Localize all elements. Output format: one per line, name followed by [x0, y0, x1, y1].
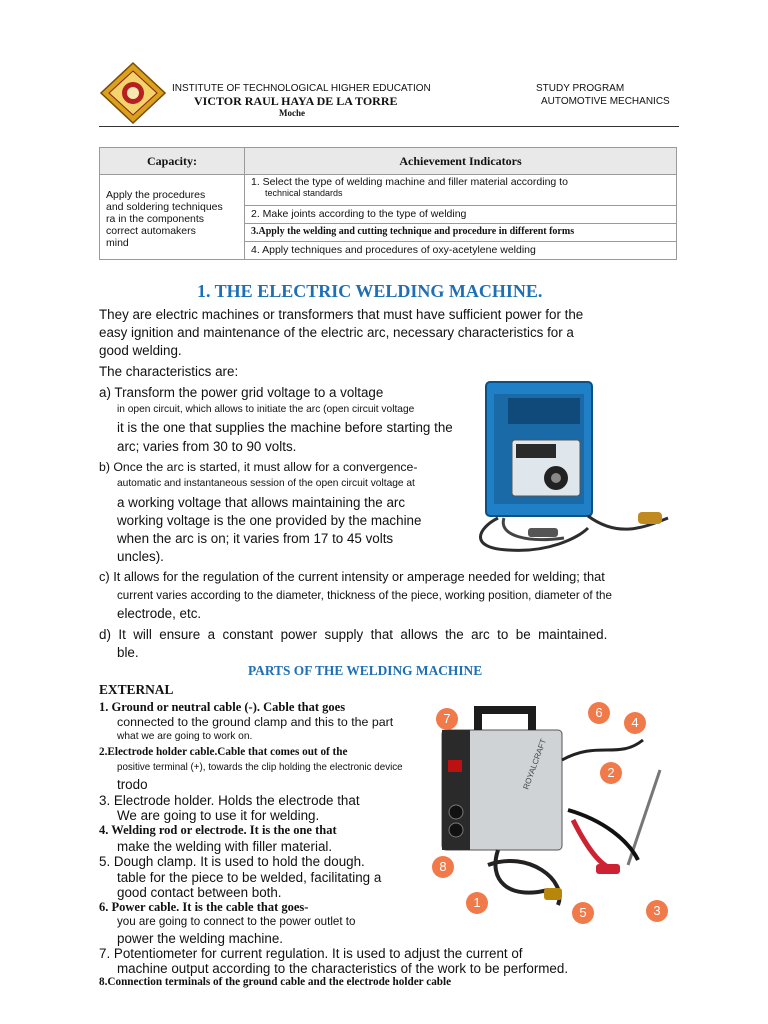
- school-name: VICTOR RAUL HAYA DE LA TORRE: [194, 94, 398, 108]
- part-1-line: 1. Ground or neutral cable (-). Cable that goes: [99, 700, 346, 714]
- intro-line: They are electric machines or transformers that must have sufficient power for the: [99, 307, 584, 322]
- figure-label-2: 2: [600, 762, 622, 784]
- char-c-line: current varies according to the diameter, thickness of the piece, working position, diameter of the: [117, 589, 612, 602]
- capacity-table: [99, 147, 677, 260]
- institute-name-line: INSTITUTE OF TECHNOLOGICAL HIGHER EDUCATION: [172, 83, 431, 94]
- char-b-line: working voltage is the one provided by the machine: [117, 513, 422, 528]
- part-1-line: what we are going to work on.: [117, 731, 253, 742]
- char-d-line: ble.: [117, 645, 139, 660]
- col-indicators-header: Achievement Indicators: [245, 148, 677, 175]
- part-7-line: machine output according to the characteristics of the work to be performed.: [117, 961, 569, 976]
- part-4-line: make the welding with filler material.: [117, 839, 333, 854]
- part-6-line: you are going to connect to the power outlet to: [117, 915, 356, 928]
- part-2-line: 2.Electrode holder cable.Cable that comes out of the: [99, 746, 348, 758]
- capacity-cell: [100, 175, 245, 260]
- characteristics-intro: The characteristics are:: [99, 364, 239, 379]
- brand-label: ROYALCRAFT: [521, 737, 549, 791]
- part-5-line: good contact between both.: [117, 885, 282, 900]
- char-b-line: automatic and instantaneous session of the open circuit voltage at: [117, 478, 415, 489]
- indicator-2: 2. Make joints according to the type of welding: [245, 206, 677, 224]
- char-c-line: electrode, etc.: [117, 606, 202, 621]
- indicator-3: 3.Apply the welding and cutting technique and procedure in different forms: [245, 224, 677, 242]
- char-b-line: when the arc is on; it varies from 17 to 45 volts: [117, 531, 394, 546]
- institute-logo: [100, 62, 166, 124]
- char-a-line: in open circuit, which allows to initiate the arc (open circuit voltage: [117, 404, 415, 415]
- figure-label-7: 7: [436, 708, 458, 730]
- col-capacity-header: Capacity:: [100, 148, 245, 175]
- header-divider: [99, 126, 679, 127]
- parts-title: PARTS OF THE WELDING MACHINE: [248, 663, 483, 678]
- part-7-line: 7. Potentiometer for current regulation. It is used to adjust the current of: [99, 946, 523, 961]
- capacity-line: mind: [106, 237, 129, 249]
- program-label: STUDY PROGRAM: [536, 83, 625, 94]
- part-6-line: power the welding machine.: [117, 931, 283, 946]
- capacity-line: correct automakers: [106, 225, 196, 237]
- part-3-line: We are going to use it for welding.: [117, 808, 320, 823]
- intro-line: easy ignition and maintenance of the electric arc, necessary characteristics for a: [99, 325, 574, 340]
- part-8-line: 8.Connection terminals of the ground cable and the electrode holder cable: [99, 976, 452, 988]
- part-1-line: connected to the ground clamp and this to the part: [117, 715, 394, 729]
- part-5-line: 5. Dough clamp. It is used to hold the dough.: [99, 854, 365, 869]
- part-6-line: 6. Power cable. It is the cable that goes-: [99, 900, 309, 914]
- program-name: AUTOMOTIVE MECHANICS: [541, 96, 670, 107]
- indicator-1: [245, 175, 677, 206]
- indicator-1-subtext: technical standards: [265, 188, 343, 198]
- figure-label-5: 5: [572, 902, 594, 924]
- char-a-line: it is the one that supplies the machine before starting the: [117, 420, 453, 435]
- part-2-line: positive terminal (+), towards the clip holding the electronic device: [117, 762, 403, 773]
- capacity-line: Apply the procedures: [106, 189, 206, 201]
- char-d-line: d) It will ensure a constant power supply that allows the arc to be maintained.: [99, 627, 608, 642]
- figure-label-4: 4: [624, 712, 646, 734]
- indicator-1-text: 1. Select the type of welding machine and filler material according to: [251, 176, 568, 188]
- char-b-line: b) Once the arc is started, it must allow for a convergence-: [99, 460, 418, 474]
- indicator-4: 4. Apply techniques and procedures of oxy-acetylene welding: [245, 242, 677, 260]
- welding-machine-image: [468, 378, 672, 558]
- capacity-line: and soldering techniques: [106, 201, 223, 213]
- figure-label-6: 6: [588, 702, 610, 724]
- section-title: 1. THE ELECTRIC WELDING MACHINE.: [197, 281, 543, 301]
- figure-label-1: 1: [466, 892, 488, 914]
- char-c-line: c) It allows for the regulation of the current intensity or amperage needed for welding; that: [99, 569, 605, 584]
- char-b-line: uncles).: [117, 549, 164, 564]
- char-b-line: a working voltage that allows maintaining the arc: [117, 495, 406, 510]
- capacity-line: ra in the components: [106, 213, 205, 225]
- welder-parts-image: [428, 700, 678, 930]
- figure-label-3: 3: [646, 900, 668, 922]
- part-4-line: 4. Welding rod or electrode. It is the one that: [99, 823, 337, 837]
- part-5-line: table for the piece to be welded, facilitating a: [117, 870, 382, 885]
- char-a-line: arc; varies from 30 to 90 volts.: [117, 439, 297, 454]
- external-heading: EXTERNAL: [99, 682, 174, 697]
- intro-line: good welding.: [99, 343, 182, 358]
- figure-label-8: 8: [432, 856, 454, 878]
- part-2-line: trodo: [117, 777, 148, 792]
- part-3-line: 3. Electrode holder. Holds the electrode that: [99, 793, 360, 808]
- char-a-line: a) Transform the power grid voltage to a voltage: [99, 385, 384, 400]
- school-city: Moche: [279, 108, 305, 118]
